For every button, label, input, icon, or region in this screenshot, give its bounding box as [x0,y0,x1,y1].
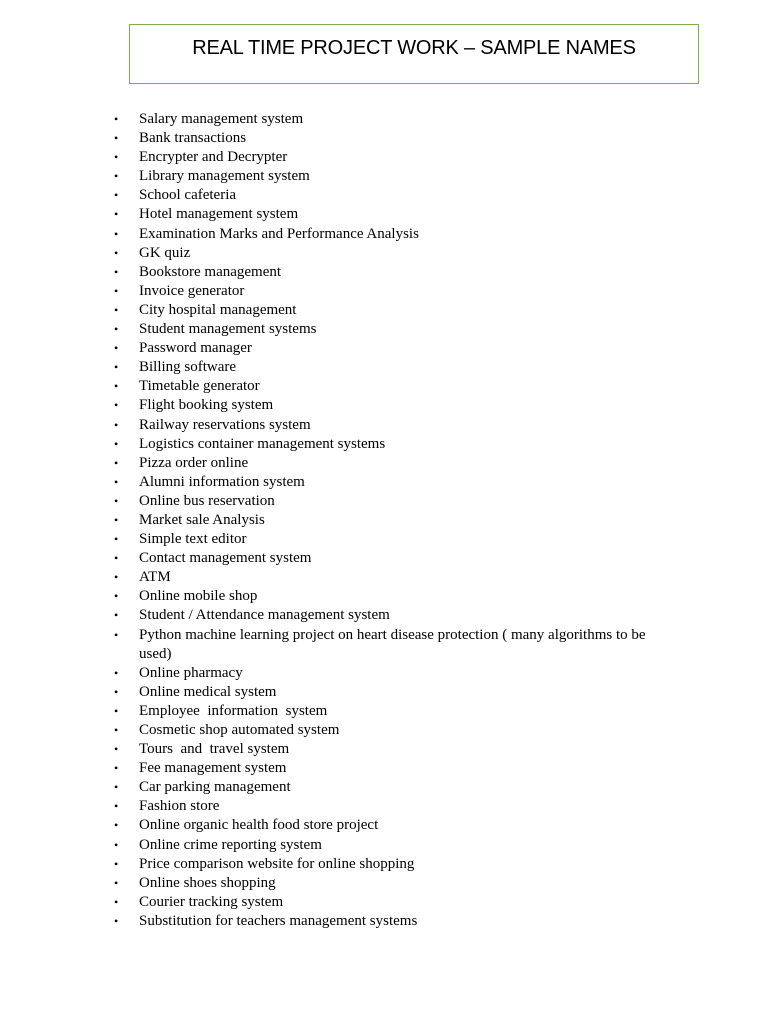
list-item [0,683,768,702]
list-item-text: Encrypter and Decrypter [139,149,288,166]
bullet-icon: • [114,493,119,508]
list-item-text: Invoice generator [139,282,245,299]
bullet-icon: • [114,188,119,203]
bullet-icon: • [114,245,119,260]
bullet-icon: • [114,665,119,680]
list-item [0,186,768,205]
list-item-text: Timetable generator [139,378,260,395]
bullet-icon: • [114,436,119,451]
list-item [0,110,768,129]
list-item-text: Market sale Analysis [139,511,265,528]
bullet-icon: • [114,264,119,279]
list-item-text: Fee management system [139,760,287,777]
list-item [0,721,768,740]
list-item [0,263,768,282]
bullet-icon: • [114,913,119,928]
list-item-text: Pizza order online [139,454,249,471]
list-item [0,816,768,835]
list-item-text: Simple text editor [139,531,247,548]
list-item [0,358,768,377]
list-item-text: Employee information system [139,702,328,719]
bullet-icon: • [114,761,119,776]
bullet-icon: • [114,780,119,795]
list-item-text: Cosmetic shop automated system [139,722,340,738]
bullet-icon: • [114,150,119,165]
list-item [0,626,768,664]
list-item-text: Library management system [139,168,310,185]
list-item [0,225,768,244]
list-item-text: Online crime reporting system [139,836,322,853]
bullet-icon: • [114,283,119,298]
bullet-icon: • [114,455,119,470]
list-item-text: Student management systems [139,321,317,338]
bullet-icon: • [114,818,119,833]
list-item-text: Contact management system [139,550,312,567]
list-item [0,530,768,549]
list-item-text: Fashion store [139,798,220,815]
list-item-text: Online pharmacy [139,664,243,681]
list-item [0,702,768,721]
bullet-icon: • [114,169,119,184]
list-item-text: Car parking management [139,779,291,796]
list-item-text: Hotel management system [139,206,299,223]
bullet-icon: • [114,360,119,375]
list-item [0,435,768,454]
bullet-icon: • [114,131,119,146]
list-item [0,587,768,606]
list-item-text: Online bus reservation [139,492,275,509]
list-item [0,416,768,435]
list-item-text: Tours and travel system [139,741,290,758]
bullet-icon: • [114,551,119,566]
list-item [0,492,768,511]
list-item-text: City hospital management [139,301,297,318]
bullet-icon: • [114,589,119,604]
list-item-text: Price comparison website for online shopping [139,855,415,872]
bullet-icon: • [114,417,119,432]
list-item [0,568,768,587]
list-item-text: Bank transactions [139,130,247,147]
bullet-icon: • [114,570,119,585]
list-item [0,396,768,415]
list-item-text: Python machine learning project on heart disease protection ( many algorithms to be used) [139,626,650,662]
list-item-text: Flight booking system [139,397,274,414]
list-item-text: Salary management system [139,111,304,127]
list-item [0,740,768,759]
bullet-icon: • [114,207,119,222]
list-item [0,320,768,339]
bullet-icon: • [114,322,119,337]
list-item [0,339,768,358]
bullet-icon: • [114,894,119,909]
list-item [0,778,768,797]
list-item-text: Online organic health food store project [139,817,379,834]
bullet-icon: • [114,512,119,527]
bullet-icon: • [114,684,119,699]
list-item-text: Courier tracking system [139,893,284,910]
list-item-text: Bookstore management [139,263,282,280]
list-item [0,836,768,855]
list-item [0,301,768,320]
list-item [0,454,768,473]
bullet-icon: • [114,341,119,356]
list-item [0,855,768,874]
list-item-text: Railway reservations system [139,416,311,433]
bullet-icon: • [114,379,119,394]
list-item [0,167,768,186]
bullet-icon: • [114,112,119,126]
bullet-icon: • [114,302,119,317]
list-item [0,874,768,893]
page-title: REAL TIME PROJECT WORK – SAMPLE NAMES [192,37,636,59]
title-box [129,24,699,84]
list-item-text: Substitution for teachers management systems [139,912,418,929]
list-item-text: Password manager [139,340,252,357]
list-item-text: Online medical system [139,683,277,700]
list-item [0,205,768,224]
list-item [0,148,768,167]
list-item [0,912,768,931]
list-item [0,473,768,492]
list-item-text: Online mobile shop [139,588,258,605]
list-item-text: Examination Marks and Performance Analysis [139,225,419,242]
bullet-icon: • [114,837,119,852]
bullet-icon: • [114,875,119,890]
list-item-text: Student / Attendance management system [139,607,390,624]
list-item-text: School cafeteria [139,187,237,204]
bullet-icon: • [114,398,119,413]
list-item [0,511,768,530]
list-item-text: GK quiz [139,244,191,261]
list-item [0,549,768,568]
bullet-icon: • [114,742,119,757]
bullet-icon: • [114,856,119,871]
list-item-text: ATM [139,569,171,586]
list-item [0,606,768,625]
bullet-icon: • [114,703,119,718]
list-item [0,759,768,778]
list-item [0,893,768,912]
list-item-text: Alumni information system [139,473,305,490]
list-item-text: Online shoes shopping [139,874,276,891]
list-item [0,797,768,816]
list-item [0,129,768,148]
bullet-icon: • [114,226,119,241]
bullet-icon: • [114,799,119,814]
list-item [0,244,768,263]
bullet-icon: • [114,627,119,642]
list-item-text: Logistics container management systems [139,435,386,452]
bullet-icon: • [114,474,119,489]
project-list [0,110,768,931]
list-item [0,377,768,396]
bullet-icon: • [114,608,119,623]
list-item [0,664,768,683]
bullet-icon: • [114,723,119,737]
list-item-text: Billing software [139,359,237,376]
list-item [0,282,768,301]
bullet-icon: • [114,532,119,547]
